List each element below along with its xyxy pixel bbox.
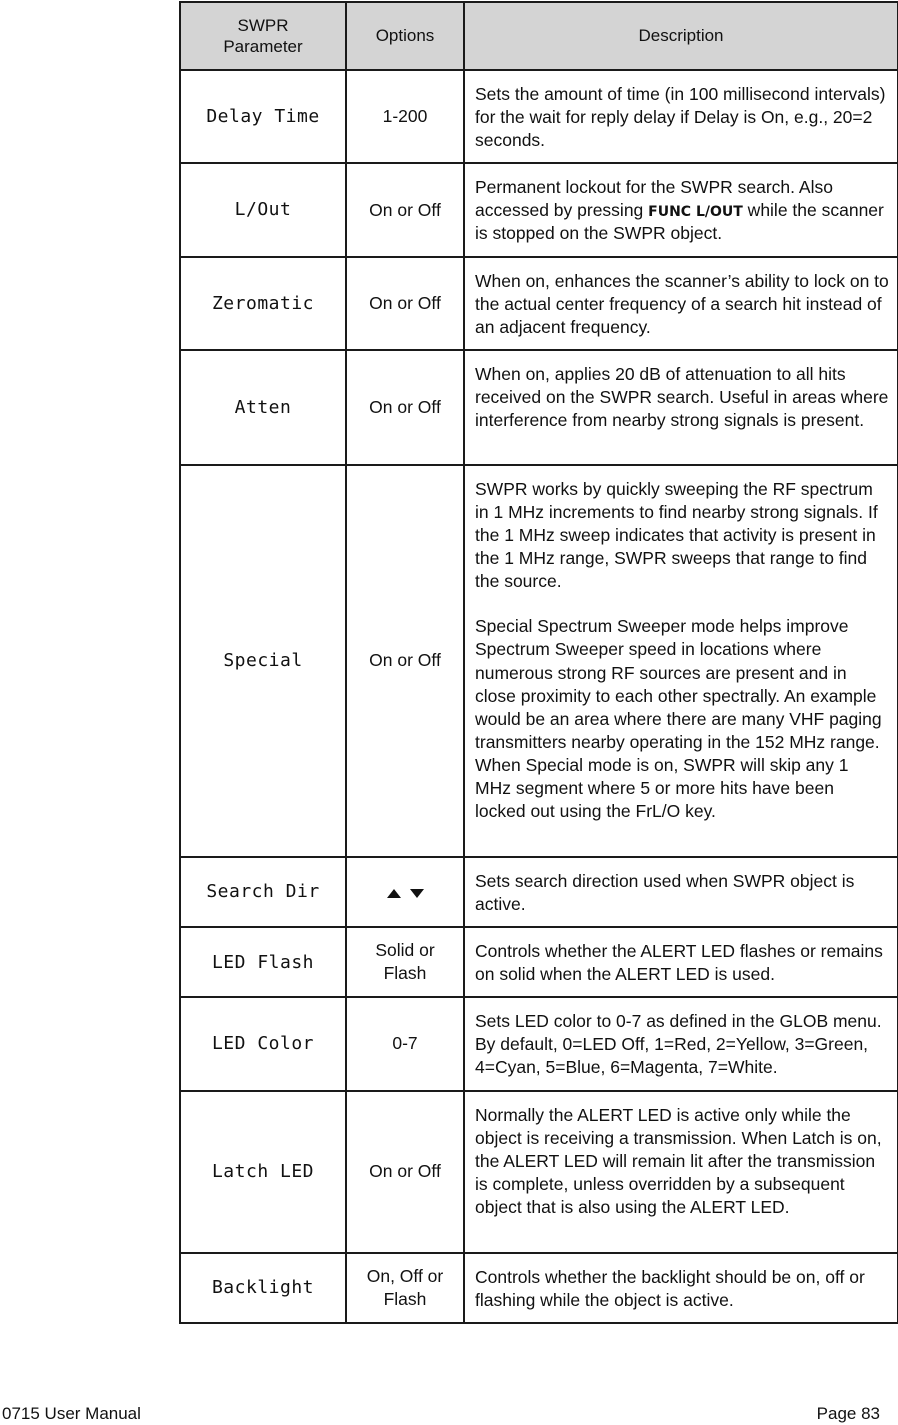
footer-manual-title: 0715 User Manual (2, 1404, 141, 1423)
param-description: Sets search direction used when SWPR object is active. (464, 857, 898, 927)
param-name: Latch LED (180, 1091, 346, 1253)
param-description: When on, applies 20 dB of attenuation to all hits received on the SWPR search. Useful in areas where interference from nearby strong signals is present. (464, 350, 898, 465)
func-lout-key: FUNC L/OUT (648, 204, 743, 221)
param-options (346, 857, 464, 927)
param-options: 1-200 (346, 70, 464, 163)
up-arrow-icon (387, 889, 401, 898)
table-row (180, 163, 898, 256)
table-header-row (180, 2, 898, 70)
param-options: 0-7 (346, 997, 464, 1090)
param-name: LED Flash (180, 927, 346, 997)
param-options: On, Off or Flash (346, 1253, 464, 1323)
param-name: Special (180, 465, 346, 857)
header-options: Options (346, 2, 464, 70)
param-description: Normally the ALERT LED is active only while the object is receiving a transmission. When Latch is on, the ALERT LED will remain lit after the transmission is complete, unless overridden by a subsequent object that is also using the ALERT LED. (464, 1091, 898, 1253)
table-row (180, 1253, 898, 1323)
param-name: Search Dir (180, 857, 346, 927)
header-description: Description (464, 2, 898, 70)
table-row (180, 927, 898, 997)
table-row (180, 1091, 898, 1253)
table-row (180, 465, 898, 857)
swpr-parameter-table (179, 1, 898, 1324)
param-description: When on, enhances the scanner’s ability to lock on to the actual center frequency of a search hit instead of an adjacent frequency. (464, 257, 898, 350)
param-name: Delay Time (180, 70, 346, 163)
table-row (180, 257, 898, 350)
table-row (180, 857, 898, 927)
table-row (180, 350, 898, 465)
param-name: Atten (180, 350, 346, 465)
param-options: Solid or Flash (346, 927, 464, 997)
param-name: Backlight (180, 1253, 346, 1323)
param-description: Sets LED color to 0-7 as defined in the GLOB menu. By default, 0=LED Off, 1=Red, 2=Yellow, 3=Green, 4=Cyan, 5=Blue, 6=Magenta, 7=White. (464, 997, 898, 1090)
param-options: On or Off (346, 350, 464, 465)
down-arrow-icon (410, 889, 424, 898)
table-row (180, 997, 898, 1090)
param-description (464, 163, 898, 256)
desc-text: while the scanner is stopped on the SWPR object. (475, 200, 884, 244)
param-description (464, 465, 898, 857)
param-description: Controls whether the ALERT LED flashes or remains on solid when the ALERT LED is used. (464, 927, 898, 997)
param-options: On or Off (346, 1091, 464, 1253)
desc-text: Permanent lockout for the SWPR search. Also accessed by pressing (475, 177, 833, 221)
param-options: On or Off (346, 465, 464, 857)
param-description: Controls whether the backlight should be on, off or flashing while the object is active. (464, 1253, 898, 1323)
param-name: Zeromatic (180, 257, 346, 350)
table-row (180, 70, 898, 163)
footer-page-number: Page 83 (816, 1404, 880, 1423)
param-description: Sets the amount of time (in 100 millisecond intervals) for the wait for reply delay if Delay is On, e.g., 20=2 seconds. (464, 70, 898, 163)
param-options: On or Off (346, 257, 464, 350)
header-parameter: SWPR Parameter (180, 2, 346, 70)
param-name: LED Color (180, 997, 346, 1090)
param-options: On or Off (346, 163, 464, 256)
desc-paragraph: SWPR works by quickly sweeping the RF spectrum in 1 MHz increments to find nearby strong signals. If the 1 MHz sweep indicates that activity is present in the 1 MHz range, SWPR sweeps that range to find the source. (475, 478, 878, 592)
desc-paragraph: Special Spectrum Sweeper mode helps improve Spectrum Sweeper speed in locations where numerous strong RF sources are present and in close proximity to each other spectrally. An example would be an area where there are many VHF paging transmitters nearby operating in the 152 MHz range. When Special mode is on, SWPR will skip any 1 MHz segment where 5 or more hits have been locked out using the FrL/O key. (475, 616, 882, 822)
param-name: L/Out (180, 163, 346, 256)
